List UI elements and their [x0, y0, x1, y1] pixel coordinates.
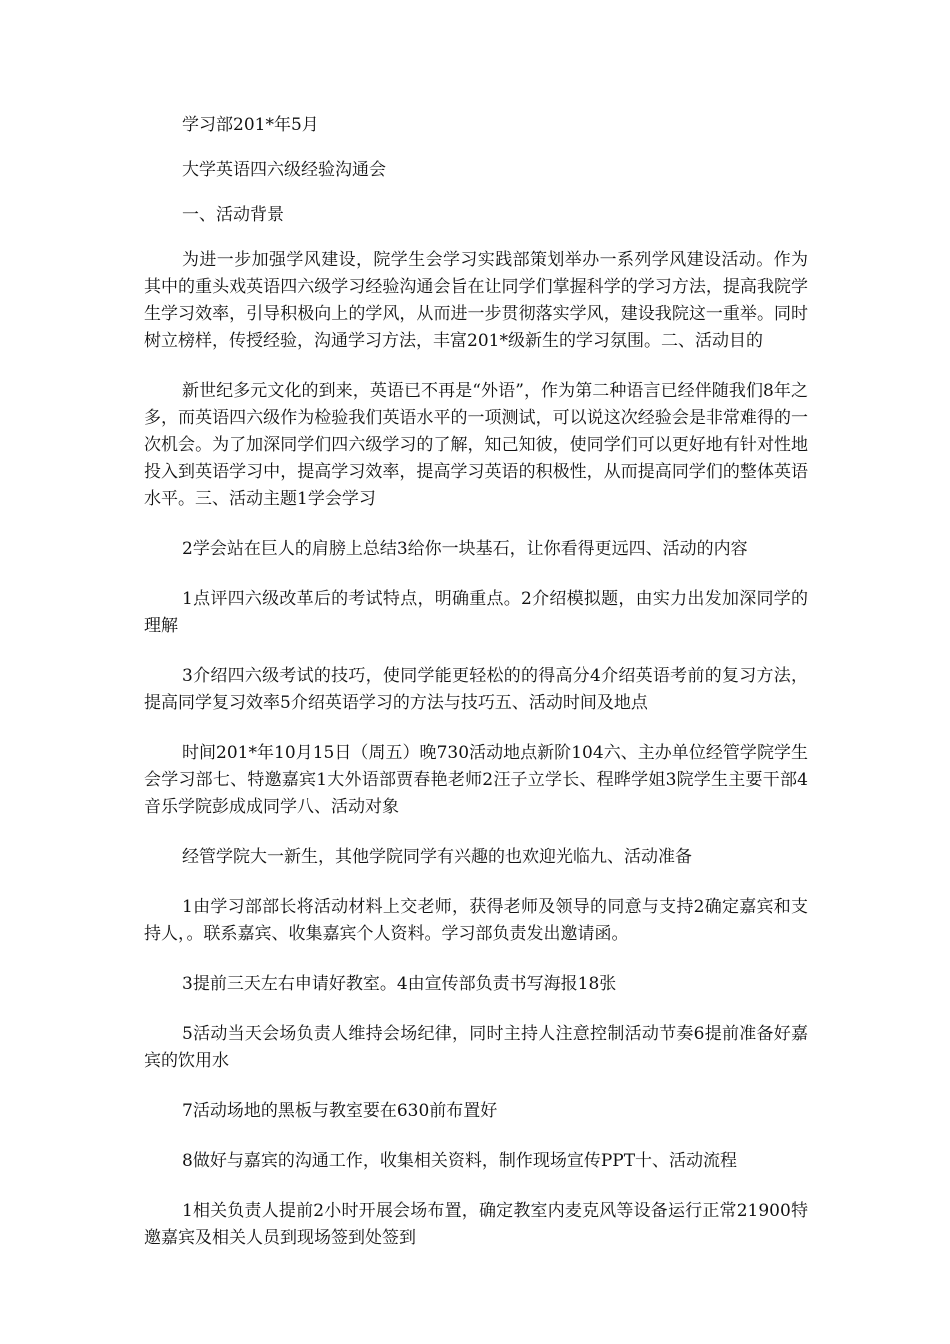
section-heading-background: 一、活动背景: [182, 205, 284, 225]
document-title: 大学英语四六级经验沟通会: [182, 160, 386, 180]
paragraph-prep-4: 7活动场地的黑板与教室要在630前布置好: [182, 1101, 498, 1121]
paragraph-prep-5: 8做好与嘉宾的沟通工作，收集相关资料，制作现场宣传PPT十、活动流程: [182, 1151, 738, 1171]
paragraph-prep-2: 3提前三天左右申请好教室。4由宣传部负责书写海报18张: [182, 974, 617, 994]
paragraph-background: 为进一步加强学风建设，院学生会学习实践部策划举办一系列学风建设活动。作为其中的重头戏英语四六级学习经验沟通会旨在让同学们掌握科学的学习方法，提高我院学生学习效率，引导积极向上的学风，从而进一步贯彻落实学风，建设我院这一重举。同时树立榜样，传授经验，沟通学习方法，丰富201*级新生的学习氛围。二、活动目的: [144, 250, 808, 351]
paragraph-theme: 2学会站在巨人的肩膀上总结3给你一块基石，让你看得更远四、活动的内容: [182, 539, 748, 559]
paragraph-content-2: 3介绍四六级考试的技巧，使同学能更轻松的的得高分4介绍英语考前的复习方法，提高同学复习效率5介绍英语学习的方法与技巧五、活动时间及地点: [144, 666, 808, 713]
paragraph-process-1: 1相关负责人提前2小时开展会场布置，确定教室内麦克风等设备运行正常21900特邀嘉宾及相关人员到现场签到处签到: [144, 1201, 808, 1248]
paragraph-audience: 经管学院大一新生，其他学院同学有兴趣的也欢迎光临九、活动准备: [182, 847, 692, 867]
document-body: [144, 112, 808, 1275]
paragraph-time-place: 时间201*年10月15日（周五）晚730活动地点新阶104六、主办单位经管学院学生会学习部七、特邀嘉宾1大外语部贾春艳老师2汪子立学长、程晔学姐3院学生主要干部4音乐学院彭成成同学八、活动对象: [144, 743, 808, 817]
paragraph-prep-1: 1由学习部部长将活动材料上交老师，获得老师及领导的同意与支持2确定嘉宾和支持人，。联系嘉宾、收集嘉宾个人资料。学习部负责发出邀请函。: [144, 897, 808, 944]
paragraph-purpose: 新世纪多元文化的到来，英语已不再是“外语”，作为第二种语言已经伴随我们8年之多，而英语四六级作为检验我们英语水平的一项测试，可以说这次经验会是非常难得的一次机会。为了加深同学们四六级学习的了解，知己知彼，使同学们可以更好地有针对性地投入到英语学习中，提高学习效率，提高学习英语的积极性，从而提高同学们的整体英语水平。三、活动主题1学会学习: [144, 381, 808, 509]
paragraph-prep-3: 5活动当天会场负责人维持会场纪律，同时主持人注意控制活动节奏6提前准备好嘉宾的饮用水: [144, 1024, 808, 1071]
header-department-date: 学习部201*年5月: [182, 115, 319, 135]
paragraph-content-1: 1点评四六级改革后的考试特点，明确重点。2介绍模拟题，由实力出发加深同学的理解: [144, 589, 808, 636]
